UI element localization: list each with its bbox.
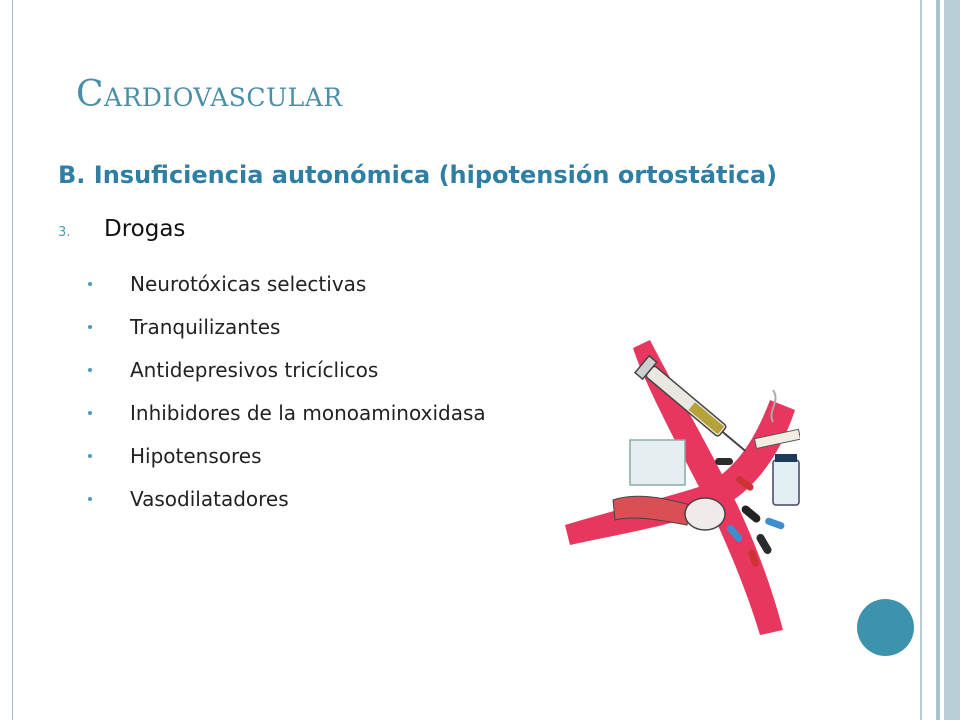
list-item <box>88 348 486 391</box>
slide-subtitle: B. Insuficiencia autonómica (hipotensión ortostática) <box>58 161 778 189</box>
bullet-list <box>88 262 486 520</box>
list-item <box>88 305 486 348</box>
powder-bag <box>630 440 685 485</box>
left-frame-border <box>0 0 13 720</box>
bullet-dot-icon <box>88 325 92 329</box>
no-drugs-cross-illustration-icon <box>555 330 800 640</box>
right-frame-stripes <box>918 0 960 720</box>
list-item-text: Antidepresivos tricíclicos <box>130 357 379 382</box>
numbered-item <box>58 216 185 242</box>
list-item <box>88 477 486 520</box>
bullet-dot-icon <box>88 454 92 458</box>
bullet-dot-icon <box>88 368 92 372</box>
list-item-text: Neurotóxicas selectivas <box>130 271 367 296</box>
capsule <box>715 458 733 465</box>
list-item <box>88 262 486 305</box>
bullet-dot-icon <box>88 282 92 286</box>
list-item-text: Vasodilatadores <box>130 486 289 511</box>
number-marker: 3. <box>58 225 71 240</box>
pill-bottle <box>773 460 799 505</box>
accent-circle <box>857 599 914 656</box>
list-item <box>88 391 486 434</box>
numbered-item-label: Drogas <box>104 216 186 242</box>
capsule <box>764 517 785 530</box>
list-item-text: Tranquilizantes <box>130 314 281 339</box>
list-item <box>88 434 486 477</box>
tube-cap <box>685 498 725 530</box>
slide-title: Cardiovascular <box>76 74 343 115</box>
list-item-text: Hipotensores <box>130 443 262 468</box>
capsule <box>755 532 773 555</box>
list-item-text: Inhibidores de la monoaminoxidasa <box>130 400 486 425</box>
bullet-dot-icon <box>88 497 92 501</box>
bullet-dot-icon <box>88 411 92 415</box>
